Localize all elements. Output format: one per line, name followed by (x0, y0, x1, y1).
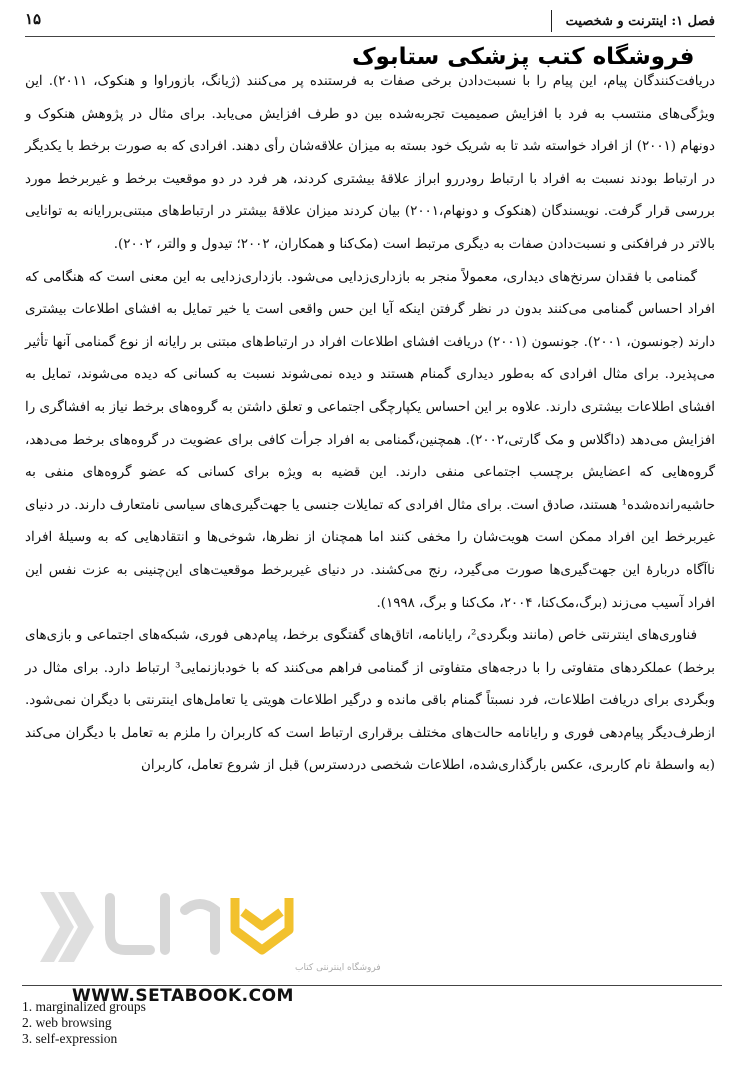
paragraph: فناوری‌های اینترنتی خاص (مانند وبگردی²، رایانامه، اتاق‌های گفتگوی برخط، پیام‌دهی فوری، شبکه‌های اجتماعی و بازی‌های برخط) عملکردهای متفاوتی را با درجه‌های متفاوتی از گمنامی فراهم می‌کنند که با خودبازنمایی³ ارتباط دارد. برای مثال در وبگردی برای دریافت اطلاعات، فرد نسبتاً گمنام باقی مانده و درگیر اطلاعات هویتی یا تعامل‌های اینترنتی با دیگران نمی‌شود. ازطرف‌دیگر پیام‌دهی فوری و رایانامه حالت‌های مختلف برقراری ارتباط است که کاربران را ملزم به تعامل با دیگران می‌کند (به واسطهٔ نام کاربری، عکس بارگذاری‌شده، اطلاعات شخصی دردسترس) قبل از شروع تعامل، کاربران (25, 628, 715, 774)
footnote: 1. marginalized groups (22, 999, 146, 1014)
footnotes (22, 999, 146, 1047)
footnote: 2. web browsing (22, 1015, 112, 1030)
header-divider (25, 36, 715, 37)
footnote: 3. self-expression (22, 1031, 118, 1046)
logo-subtext: فروشگاه اینترنتی کتاب (295, 963, 381, 973)
chapter-title: فصل ۱: اینترنت و شخصیت (565, 13, 715, 29)
page-number: ۱۵ (25, 10, 42, 28)
running-header (25, 8, 715, 34)
watermark-url: WWW.SETABOOK.COM (72, 986, 294, 1006)
paragraph: دریافت‌کنندگان پیام، این پیام را با نسبت‌دادن برخی صفات به فرستنده پر می‌کنند (ژیانگ، بازوراوا و هنکوک، ۲۰۱۱). این ویژگی‌های منتسب به فرد با افزایش صمیمیت تجربه‌شده بین دو طرف افزایش می‌یابد. برای مثال در پژوهش هنکوک و دونهام (۲۰۰۱) از افراد خواسته شد تا به شریک خود بسته به میزان علاقه‌شان رأی دهند. افرادی که به صورت برخط با یکدیگر در ارتباط بودند نسبت به افراد با ارتباط رودررو ابراز علاقهٔ بیشتری کردند، هر فرد در دو موقعیت برخط و غیربرخط مورد بررسی قرار گرفت. نویسندگان (هنکوک و دونهام،۲۰۰۱) بیان کردند میزان علاقهٔ بیشتر در ارتباط‌های مبتنی‌بررایانه به توانایی بالاتر در فرافکنی و نسبت‌دادن صفات به دیگری مرتبط است (مک‌کنا و همکاران، ۲۰۰۲؛ تیدول و والتر، ۲۰۰۲). (25, 74, 716, 252)
paragraph: گمنامی با فقدان سرنخ‌های دیداری، معمولاً منجر به بازداری‌زدایی می‌شود. بازداری‌زدایی به این معنی است که هنگامی که افراد احساس گمنامی می‌کنند بدون در نظر گرفتن اینکه آیا این حس واقعی است یا خیر تمایل به افشای اطلاعات بیشتری دارند (جونسون، ۲۰۰۱). جونسون (۲۰۰۱) دریافت افشای اطلاعات افراد در ارتباط‌های مبتنی بر رایانه از نوع گمنامی آنها تأثیر می‌پذیرد. برای مثال افرادی که به‌طور دیداری گمنام هستند و دیده نمی‌شوند نسبت به کسانی که دیده می‌شوند، تمایل به افشای اطلاعات بیشتری دارند. علاوه بر این احساس یکپارچگی اجتماعی و تعلق داشتن به گروه‌های برخط نیاز به افشاگری را افزایش می‌دهد (داگلاس و مک گارتی،۲۰۰۲). همچنین،گمنامی به افراد جرأت کافی برای عضویت در گروه‌های برخط می‌دهد، گروه‌هایی که اعضایش برچسب اجتماعی منفی دارند. این قضیه به ویژه برای کسانی که عضو گروه‌های منفی به حاشیه‌رانده‌شده¹ هستند، صادق است. برای مثال افرادی که تمایلات جنسی یا جهت‌گیری‌های سیاسی نامتعارف دارند. در دنیای غیربرخط این افراد ممکن است هویت‌شان را مخفی کنند اما همچنان از نظرها، شوخی‌ها و انتقادهایی که به وسیلهٔ افراد ناآگاه دربارهٔ این جهت‌گیری‌ها صورت می‌گیرد، رنج می‌کشند. در دنیای غیربرخط موقعیت‌های این‌چنینی به عزت نفس این افراد آسیب می‌زند (برگ،مک‌کنا، ۲۰۰۴، مک‌کنا و برگ، ۱۹۹۸). (25, 269, 715, 611)
main-text (25, 66, 715, 783)
watermark-title: فروشگاه کتب پزشکی ستابوک (352, 44, 695, 70)
setabook-logo-watermark (40, 880, 381, 975)
header-separator (551, 10, 552, 32)
